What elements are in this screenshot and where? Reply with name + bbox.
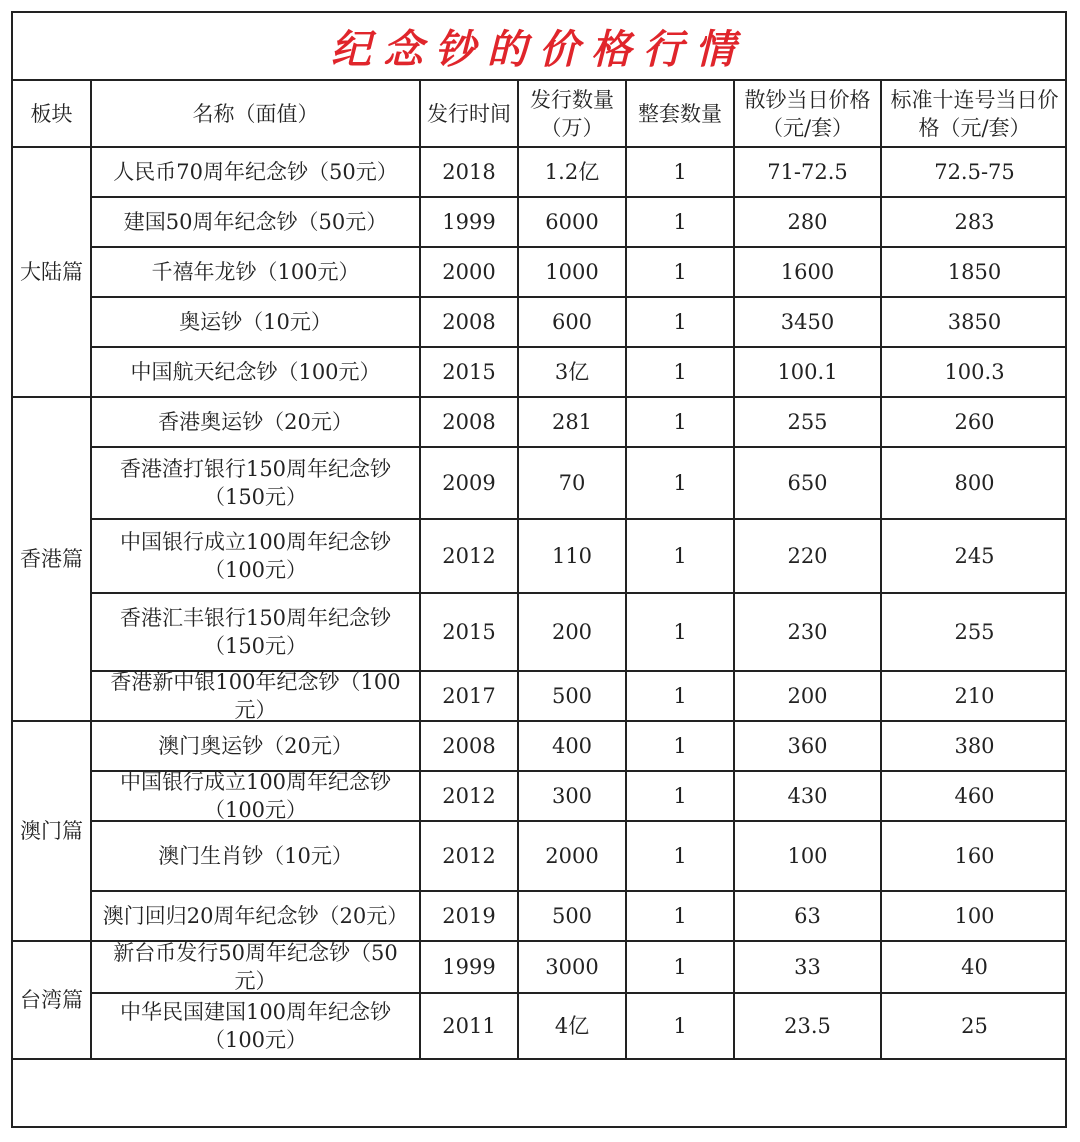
cell-single-price: 71-72.5 xyxy=(734,147,881,197)
cell-issue-quantity: 1000 xyxy=(518,247,626,297)
cell-single-price: 430 xyxy=(734,771,881,821)
sheet-title: 纪念钞的价格行情 xyxy=(13,13,1065,81)
cell-set-quantity: 1 xyxy=(626,891,734,941)
cell-issue-year: 2000 xyxy=(420,247,518,297)
table-row xyxy=(13,721,1067,771)
cell-serial-price: 460 xyxy=(881,771,1067,821)
cell-set-quantity: 1 xyxy=(626,593,734,671)
cell-issue-quantity: 281 xyxy=(518,397,626,447)
cell-serial-price: 40 xyxy=(881,941,1067,993)
cell-name: 澳门奥运钞（20元） xyxy=(91,721,420,771)
cell-single-price: 23.5 xyxy=(734,993,881,1059)
cell-name: 中国银行成立100周年纪念钞（100元） xyxy=(91,519,420,593)
cell-issue-year: 2008 xyxy=(420,297,518,347)
cell-single-price: 360 xyxy=(734,721,881,771)
cell-single-price: 63 xyxy=(734,891,881,941)
table-row xyxy=(13,247,1067,297)
cell-single-price: 255 xyxy=(734,397,881,447)
cell-name: 新台币发行50周年纪念钞（50元） xyxy=(91,941,420,993)
cell-serial-price: 260 xyxy=(881,397,1067,447)
table-row xyxy=(13,821,1067,891)
cell-serial-price: 800 xyxy=(881,447,1067,519)
cell-issue-year: 2011 xyxy=(420,993,518,1059)
cell-issue-quantity: 400 xyxy=(518,721,626,771)
cell-issue-quantity: 2000 xyxy=(518,821,626,891)
table-row xyxy=(13,297,1067,347)
cell-issue-year: 2012 xyxy=(420,771,518,821)
cell-issue-year: 2008 xyxy=(420,397,518,447)
cell-name: 香港渣打银行150周年纪念钞（150元） xyxy=(91,447,420,519)
cell-issue-quantity: 200 xyxy=(518,593,626,671)
table-row xyxy=(13,147,1067,197)
cell-issue-quantity: 300 xyxy=(518,771,626,821)
cell-name: 奥运钞（10元） xyxy=(91,297,420,347)
cell-issue-quantity: 500 xyxy=(518,671,626,721)
table-row xyxy=(13,771,1067,821)
cell-issue-quantity: 3亿 xyxy=(518,347,626,397)
cell-set-quantity: 1 xyxy=(626,941,734,993)
price-table xyxy=(13,81,1067,1060)
cell-name: 千禧年龙钞（100元） xyxy=(91,247,420,297)
cell-single-price: 100.1 xyxy=(734,347,881,397)
cell-name: 中国航天纪念钞（100元） xyxy=(91,347,420,397)
table-row xyxy=(13,993,1067,1059)
cell-serial-price: 245 xyxy=(881,519,1067,593)
section-label: 大陆篇 xyxy=(13,147,91,397)
cell-set-quantity: 1 xyxy=(626,721,734,771)
cell-set-quantity: 1 xyxy=(626,519,734,593)
cell-issue-quantity: 4亿 xyxy=(518,993,626,1059)
cell-single-price: 230 xyxy=(734,593,881,671)
section-label: 台湾篇 xyxy=(13,941,91,1059)
cell-issue-year: 2012 xyxy=(420,519,518,593)
cell-set-quantity: 1 xyxy=(626,771,734,821)
table-row xyxy=(13,397,1067,447)
cell-serial-price: 283 xyxy=(881,197,1067,247)
cell-single-price: 220 xyxy=(734,519,881,593)
cell-issue-quantity: 6000 xyxy=(518,197,626,247)
header-single-price: 散钞当日价格（元/套） xyxy=(734,81,881,147)
cell-name: 中国银行成立100周年纪念钞（100元） xyxy=(91,771,420,821)
cell-name: 香港新中银100年纪念钞（100元） xyxy=(91,671,420,721)
cell-set-quantity: 1 xyxy=(626,821,734,891)
cell-issue-year: 2018 xyxy=(420,147,518,197)
table-row xyxy=(13,197,1067,247)
cell-issue-quantity: 1.2亿 xyxy=(518,147,626,197)
cell-serial-price: 3850 xyxy=(881,297,1067,347)
header-issue-quantity: 发行数量（万） xyxy=(518,81,626,147)
cell-set-quantity: 1 xyxy=(626,297,734,347)
cell-name: 澳门生肖钞（10元） xyxy=(91,821,420,891)
cell-name: 香港汇丰银行150周年纪念钞（150元） xyxy=(91,593,420,671)
cell-set-quantity: 1 xyxy=(626,993,734,1059)
cell-serial-price: 100.3 xyxy=(881,347,1067,397)
cell-name: 建国50周年纪念钞（50元） xyxy=(91,197,420,247)
table-row xyxy=(13,447,1067,519)
cell-issue-year: 2009 xyxy=(420,447,518,519)
cell-issue-quantity: 3000 xyxy=(518,941,626,993)
cell-set-quantity: 1 xyxy=(626,347,734,397)
cell-set-quantity: 1 xyxy=(626,397,734,447)
cell-issue-year: 2017 xyxy=(420,671,518,721)
table-row xyxy=(13,941,1067,993)
cell-issue-year: 1999 xyxy=(420,941,518,993)
cell-serial-price: 210 xyxy=(881,671,1067,721)
cell-serial-price: 100 xyxy=(881,891,1067,941)
table-row xyxy=(13,347,1067,397)
cell-serial-price: 160 xyxy=(881,821,1067,891)
cell-single-price: 280 xyxy=(734,197,881,247)
section-label: 澳门篇 xyxy=(13,721,91,941)
cell-issue-year: 2008 xyxy=(420,721,518,771)
cell-name: 澳门回归20周年纪念钞（20元） xyxy=(91,891,420,941)
cell-serial-price: 25 xyxy=(881,993,1067,1059)
header-name: 名称（面值） xyxy=(91,81,420,147)
cell-set-quantity: 1 xyxy=(626,197,734,247)
cell-single-price: 100 xyxy=(734,821,881,891)
cell-single-price: 33 xyxy=(734,941,881,993)
cell-issue-year: 2019 xyxy=(420,891,518,941)
table-row xyxy=(13,519,1067,593)
cell-serial-price: 1850 xyxy=(881,247,1067,297)
table-row xyxy=(13,671,1067,721)
cell-single-price: 3450 xyxy=(734,297,881,347)
cell-set-quantity: 1 xyxy=(626,447,734,519)
price-sheet xyxy=(11,11,1067,1128)
header-row xyxy=(13,81,1067,147)
header-issue-year: 发行时间 xyxy=(420,81,518,147)
cell-set-quantity: 1 xyxy=(626,671,734,721)
cell-serial-price: 72.5-75 xyxy=(881,147,1067,197)
cell-serial-price: 380 xyxy=(881,721,1067,771)
cell-issue-quantity: 500 xyxy=(518,891,626,941)
cell-name: 香港奥运钞（20元） xyxy=(91,397,420,447)
table-row xyxy=(13,593,1067,671)
cell-issue-year: 2012 xyxy=(420,821,518,891)
cell-issue-year: 1999 xyxy=(420,197,518,247)
cell-serial-price: 255 xyxy=(881,593,1067,671)
cell-single-price: 650 xyxy=(734,447,881,519)
table-row xyxy=(13,891,1067,941)
section-label: 香港篇 xyxy=(13,397,91,721)
cell-single-price: 200 xyxy=(734,671,881,721)
header-serial-price: 标准十连号当日价格（元/套） xyxy=(881,81,1067,147)
cell-issue-quantity: 110 xyxy=(518,519,626,593)
cell-name: 中华民国建国100周年纪念钞（100元） xyxy=(91,993,420,1059)
cell-set-quantity: 1 xyxy=(626,247,734,297)
cell-issue-year: 2015 xyxy=(420,593,518,671)
cell-issue-quantity: 70 xyxy=(518,447,626,519)
cell-single-price: 1600 xyxy=(734,247,881,297)
header-section: 板块 xyxy=(13,81,91,147)
cell-set-quantity: 1 xyxy=(626,147,734,197)
cell-issue-quantity: 600 xyxy=(518,297,626,347)
cell-name: 人民币70周年纪念钞（50元） xyxy=(91,147,420,197)
cell-issue-year: 2015 xyxy=(420,347,518,397)
header-set-quantity: 整套数量 xyxy=(626,81,734,147)
